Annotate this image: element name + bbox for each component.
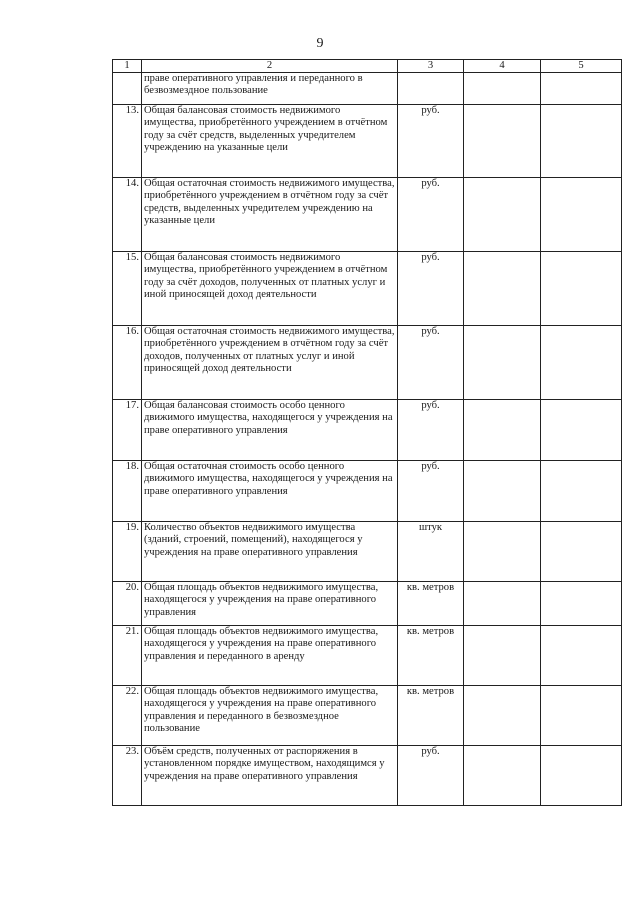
row-value-col4 [464,461,541,522]
row-description: праве оперативного управления и переданного в безвозмездное пользование [142,73,398,105]
row-value-col5 [541,746,622,806]
row-description: Общая площадь объектов недвижимого имущества, находящегося у учреждения на праве оперативного управления и переданного в безвозмездное пользование [142,686,398,746]
table-row [113,522,622,582]
row-description: Количество объектов недвижимого имущества (зданий, строений, помещений), находящегося у учреждения на праве оперативного управления [142,522,398,582]
row-value-col4 [464,178,541,252]
row-number: 16. [113,326,142,400]
row-value-col4 [464,400,541,461]
table-body [113,73,622,806]
table-row [113,326,622,400]
table-row [113,178,622,252]
row-number: 22. [113,686,142,746]
table-row [113,105,622,178]
row-unit: руб. [398,461,464,522]
row-number [113,73,142,105]
row-description: Общая остаточная стоимость особо ценного движимого имущества, находящегося у учреждения на праве оперативного управления [142,461,398,522]
row-value-col4 [464,73,541,105]
table-header-row [113,60,622,73]
row-unit: кв. метров [398,686,464,746]
row-description: Общая остаточная стоимость недвижимого имущества, приобретённого учреждением в отчётном году за счёт средств, выделенных учредителем учреждению на указанные цели [142,178,398,252]
row-value-col5 [541,73,622,105]
row-number: 13. [113,105,142,178]
row-number: 19. [113,522,142,582]
row-description: Общая балансовая стоимость недвижимого имущества, приобретённого учреждением в отчётном году за счёт доходов, полученных от платных услуг и иной приносящей доход деятельности [142,252,398,326]
row-value-col4 [464,626,541,686]
row-value-col5 [541,326,622,400]
row-value-col5 [541,522,622,582]
row-unit: руб. [398,746,464,806]
row-number: 21. [113,626,142,686]
row-description: Общая балансовая стоимость недвижимого имущества, приобретённого учреждением в отчётном году за счёт средств, выделенных учредителем учреждению на указанные цели [142,105,398,178]
row-description: Общая балансовая стоимость особо ценного движимого имущества, находящегося у учреждения на праве оперативного управления [142,400,398,461]
row-number: 15. [113,252,142,326]
table-row [113,252,622,326]
row-unit: штук [398,522,464,582]
table-row [113,582,622,626]
row-value-col4 [464,746,541,806]
row-unit: кв. метров [398,626,464,686]
table-row [113,73,622,105]
column-header: 1 [113,60,142,73]
row-unit: кв. метров [398,582,464,626]
table-row [113,461,622,522]
row-value-col4 [464,105,541,178]
row-value-col5 [541,582,622,626]
column-header: 5 [541,60,622,73]
page-number: 9 [316,36,324,51]
row-unit: руб. [398,252,464,326]
row-number: 14. [113,178,142,252]
table-row [113,400,622,461]
row-unit: руб. [398,105,464,178]
column-header: 3 [398,60,464,73]
row-number: 20. [113,582,142,626]
row-description: Общая площадь объектов недвижимого имущества, находящегося у учреждения на праве оперативного управления и переданного в аренду [142,626,398,686]
column-header: 2 [142,60,398,73]
column-header: 4 [464,60,541,73]
row-value-col4 [464,522,541,582]
row-description: Общая остаточная стоимость недвижимого имущества, приобретённого учреждением в отчётном году за счёт доходов, полученных от платных услуг и иной приносящей доход деятельности [142,326,398,400]
row-number: 17. [113,400,142,461]
row-value-col4 [464,582,541,626]
row-value-col4 [464,686,541,746]
row-unit: руб. [398,178,464,252]
row-value-col5 [541,686,622,746]
row-description: Объём средств, полученных от распоряжения в установленном порядке имуществом, находящимся у учреждения на праве оперативного управления [142,746,398,806]
row-description: Общая площадь объектов недвижимого имущества, находящегося у учреждения на праве оперативного управления [142,582,398,626]
row-value-col5 [541,400,622,461]
row-value-col5 [541,105,622,178]
row-value-col5 [541,178,622,252]
table-row [113,746,622,806]
row-value-col4 [464,252,541,326]
row-unit [398,73,464,105]
row-value-col5 [541,461,622,522]
row-unit: руб. [398,400,464,461]
row-number: 18. [113,461,142,522]
table-row [113,686,622,746]
row-value-col4 [464,326,541,400]
row-number: 23. [113,746,142,806]
row-value-col5 [541,252,622,326]
table-row [113,626,622,686]
row-value-col5 [541,626,622,686]
report-table [112,59,622,806]
row-unit: руб. [398,326,464,400]
